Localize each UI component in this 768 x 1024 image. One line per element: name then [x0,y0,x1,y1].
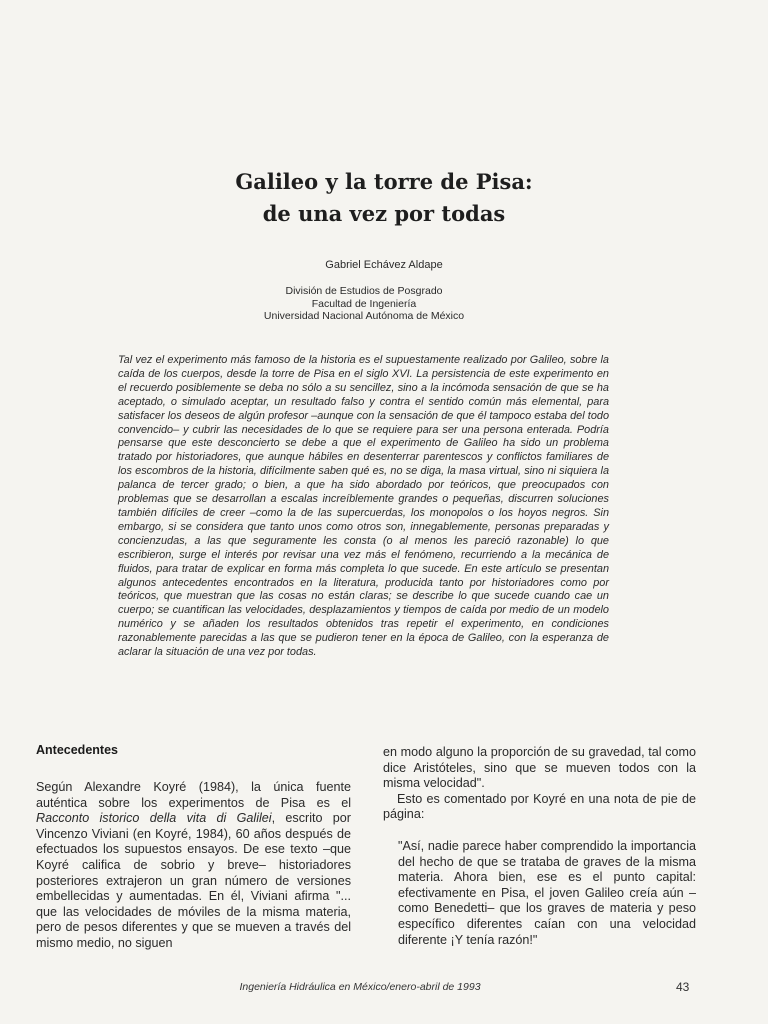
article-title [0,166,768,230]
block-quote: "Así, nadie parece haber comprendido la importancia del hecho de que se trataba de graves de la misma materia. Ahora bien, ese es el punto capital: efectivamente en Pisa, el joven Galileo creía aún –como Benedetti– que los graves de materia y peso específico diferentes caían con una velocidad diferente ¡Y tenía razón!" [398,838,696,947]
title-line-2: de una vez por todas [262,201,506,226]
paragraph [36,780,351,952]
paragraph: en modo alguno la proporción de su gravedad, tal como dice Aristóteles, sino que se mueven todos con la misma velocidad". [383,745,696,791]
right-column [383,745,696,948]
affiliation [0,285,728,323]
abstract: Tal vez el experimento más famoso de la historia es el supuestamente realizado por Galileo, sobre la caída de los cuerpos, desde la torre de Pisa en el siglo XVI. La persistencia de este experimento en el recuerdo posiblemente se deba no sólo a su sencillez, sino a la incómoda sensación de que se ha aceptado, o simulado aceptar, un resultado falso y contra el sentido común más elemental, para satisfacer los deseos de algún profesor –aunque con la sensación de que él tampoco estaba del todo convencido– y cubrir las necesidades de lo que se requiere para ser una persona enterada. Podría pensarse que este desconcierto se debe a que el experimento de Galileo ha sido un problema tratado por historiadores, que aunque hábiles en desenterrar parentescos y conflictos familiares de los escombros de la historia, difícilmente saben qué es, no se diga, la masa virtual, sino ni siquiera la palanca de tercer grado; o bien, a que ha sido abordado por teóricos, que preocupados con problemas que se desarrollan a escalas increíblemente grandes o pequeñas, discurren soluciones también difíciles de creer –como la de las supercuerdas, los monopolos o los hoyos negros. Sin embargo, si se considera que tanto unos como otros son, innegablemente, personas preparadas y concienzudas, a las que seguramente les consta (o al menos les pareció razonable) lo que escribieron, surge el interés por revisar una vez más el fenómeno, recurriendo a la mecánica de fluidos, para tratar de explicar en forma más completa lo que sucede. En este artículo se presentan algunos antecedentes encontrados en la literatura, producida tanto por historiadores como por teóricos, que muestran que las cosas no están claras; se describe lo que sucede cuando cae un cuerpo; se cuantifican las velocidades, desplazamientos y tiempos de caída por medio de un modelo numérico y se añaden los resultados obtenidos tras repetir el experimento, en condiciones razonablemente parecidas a las que se pudieron tener en la época de Galileo, con la esperanza de aclarar la situación de una vez por todas. [118,354,609,659]
section-heading: Antecedentes [36,743,118,757]
affiliation-line-2: Facultad de Ingeniería [311,297,417,310]
paragraph-text: Según Alexandre Koyré (1984), la única fuente auténtica sobre los experimentos de Pisa es el [36,780,351,810]
book-title: Racconto istorico della vita di Galilei [36,811,272,826]
title-line-1: Galileo y la torre de Pisa: [235,169,533,194]
journal-footer: Ingeniería Hidráulica en México/enero-abril de 1993 [239,981,481,993]
paragraph: Esto es comentado por Koyré en una nota de pie de página: [383,791,696,822]
paragraph-text: , escrito por Vincenzo Viviani (en Koyré, 1984), 60 años después de efectuados los supuestos ensayos. De ese texto –que Koyré califica de sobrio y breve– historiadores posteriores extrajeron un gran número de versiones embellecidas y aumentadas. En él, Viviani afirma "... que las velocidades de móviles de la misma materia, pero de pesos diferentes y que se mueven a través del mismo medio, no siguen [36,811,352,950]
page-number: 43 [676,980,690,994]
affiliation-line-3: Universidad Nacional Autónoma de México [263,310,465,322]
affiliation-line-1: División de Estudios de Posgrado [285,285,443,297]
author-name: Gabriel Echávez Aldape [325,259,443,271]
left-column [36,780,351,952]
